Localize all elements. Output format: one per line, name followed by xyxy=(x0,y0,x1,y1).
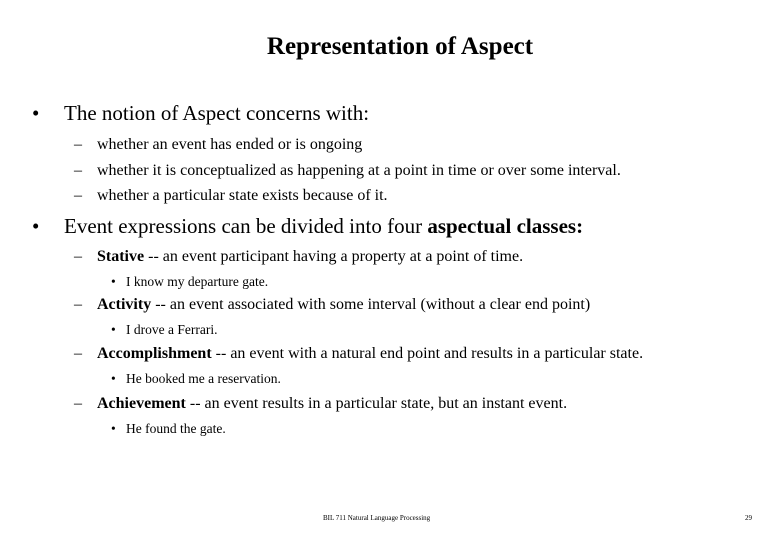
dash-marker: – xyxy=(74,248,82,265)
class-name: Accomplishment xyxy=(97,345,212,362)
example-text: He booked me a reservation. xyxy=(126,371,281,386)
example-text: I know my departure gate. xyxy=(126,274,269,289)
class-description: -- an event associated with some interval (without a clear end point) xyxy=(151,296,591,313)
class-text xyxy=(97,345,643,363)
class-name: Activity xyxy=(97,296,152,313)
aspectual-classes-term: aspectual classes: xyxy=(427,214,584,238)
bullet-marker: • xyxy=(111,421,116,436)
class-name: Achievement xyxy=(97,395,186,412)
dash-marker: – xyxy=(74,162,82,179)
class-text xyxy=(97,248,523,266)
dash-marker: – xyxy=(74,187,82,204)
dash-marker: – xyxy=(74,395,82,412)
sub-bullet-text: whether it is conceptualized as happening at a point in time or over some interval. xyxy=(97,162,621,179)
bullet-marker: • xyxy=(111,371,116,386)
class-description: -- an event with a natural end point and results in a particular state. xyxy=(211,345,644,362)
dash-marker: – xyxy=(74,345,82,362)
bullet-text-pre: The notion of xyxy=(64,101,183,125)
example-text: He found the gate. xyxy=(126,421,226,436)
aspect-term: Aspect xyxy=(182,101,241,125)
dash-marker: – xyxy=(74,296,82,313)
bullet-marker: • xyxy=(32,214,40,238)
bullet-marker: • xyxy=(111,274,116,289)
bullet-text xyxy=(64,101,369,126)
dash-marker: – xyxy=(74,136,82,153)
page-number: 29 xyxy=(745,514,752,522)
sub-bullet-text: whether an event has ended or is ongoing xyxy=(97,136,363,153)
bullet-text-post: concerns with: xyxy=(240,101,370,125)
slide-footer: BIL 711 Natural Language Processing xyxy=(323,514,431,522)
slide-title: Representation of Aspect xyxy=(266,33,534,60)
bullet-marker: • xyxy=(32,101,40,125)
class-description: -- an event participant having a property at a point of time. xyxy=(144,248,524,265)
class-description: -- an event results in a particular state, but an instant event. xyxy=(185,395,568,412)
sub-bullet-text: whether a particular state exists because of it. xyxy=(97,187,388,204)
bullet-text-pre: Event expressions can be divided into four xyxy=(64,214,428,238)
class-text xyxy=(97,296,590,314)
class-name: Stative xyxy=(97,248,145,265)
class-text xyxy=(97,395,567,413)
bullet-marker: • xyxy=(111,322,116,337)
example-text: I drove a Ferrari. xyxy=(126,322,218,337)
bullet-text xyxy=(64,214,583,239)
